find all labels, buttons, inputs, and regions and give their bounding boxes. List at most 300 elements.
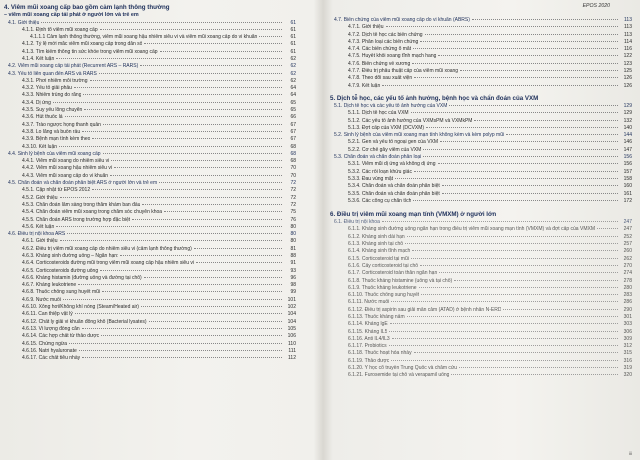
dot-leader: [60, 197, 282, 198]
dot-leader: [160, 51, 282, 52]
toc-entry: [0, 268, 296, 275]
toc-entry-title: 4.6.17. Các chất tiêu nhày: [22, 355, 81, 362]
toc-entry-title: 4.5.2. Giới thiệu: [22, 194, 58, 201]
toc-entry: [0, 260, 296, 267]
dot-leader: [159, 182, 282, 183]
dot-leader: [60, 240, 282, 241]
toc-entry: [326, 132, 632, 139]
toc-entry: [0, 311, 296, 318]
toc-entry: [0, 165, 296, 172]
toc-entry: [0, 355, 296, 362]
toc-entry-page: 98: [290, 282, 296, 289]
toc-entry-title: 4.1.1.1 Cảm lạnh thông thường, viêm mũi xoang hậu nhiễm siêu vi và viêm mũi xoang cấp do vi khuẩn: [30, 34, 258, 41]
toc-entry: [0, 217, 296, 224]
toc-entry: [326, 234, 632, 241]
toc-entry-title: 4.4.2. Viêm mũi xoang hậu nhiễm siêu vi: [22, 165, 112, 172]
toc-entry-title: 4.5.4. Chẩn đoán viêm mũi xoang trong chăm sóc chuyên khoa: [22, 209, 163, 216]
toc-entry-title: 4.4.3. Viêm mũi xoang cấp do vi khuẩn: [22, 172, 109, 179]
left-toc-list: [0, 20, 318, 363]
toc-entry-page: 156: [623, 154, 632, 161]
toc-entry-title: 6.1.8. Thuốc kháng histamine (uống và tại chỗ): [348, 277, 453, 284]
dot-leader: [102, 291, 282, 292]
dot-leader: [442, 193, 618, 194]
toc-entry-page: 123: [623, 60, 632, 67]
dot-leader: [164, 211, 282, 212]
dot-leader: [82, 357, 282, 358]
toc-entry: [0, 114, 296, 121]
toc-entry: [0, 202, 296, 209]
toc-entry-page: 65: [290, 99, 296, 106]
toc-entry-page: 105: [287, 325, 296, 332]
toc-entry-page: 104: [287, 318, 296, 325]
dot-leader: [411, 112, 618, 113]
dot-leader: [460, 70, 618, 71]
dot-leader: [103, 153, 282, 154]
toc-entry-title: 4.6. Điều trị nội khoa ARS: [8, 231, 66, 238]
toc-entry-page: 319: [623, 365, 632, 372]
dot-leader: [114, 167, 282, 168]
toc-entry: [326, 226, 632, 233]
dot-leader: [414, 352, 618, 353]
toc-entry-title: 4.3.8. Lo lắng và buồn rầu: [22, 128, 81, 135]
toc-entry-title: 4.7.6. Biến chứng về xương: [348, 60, 411, 67]
toc-entry-title: 4.6.5. Corticosteroids đường uống: [22, 267, 99, 274]
toc-entry-title: 6.1.5. Corticosteroid tại mũi: [348, 255, 409, 262]
toc-entry-title: 5.3.5. Chẩn đoán và chẩn đoán phân biệt: [348, 190, 440, 197]
toc-entry-page: 160: [623, 183, 632, 190]
toc-entry: [0, 122, 296, 129]
toc-entry-page: 99: [290, 289, 296, 296]
toc-entry-page: 106: [287, 333, 296, 340]
toc-entry-title: 6.1.7. Corticosteroid toàn thân ngắn hạn: [348, 270, 438, 277]
toc-entry: [0, 180, 296, 187]
toc-entry: [326, 83, 632, 90]
toc-entry-title: 4.6.16. Natri hyaluronate: [22, 347, 77, 354]
toc-entry-page: 306: [623, 328, 632, 335]
toc-entry-title: 5.1. Dịch tễ học và các yếu tố ảnh hưởng của VXM: [334, 102, 448, 109]
toc-entry-page: 113: [624, 31, 632, 38]
toc-entry: [326, 336, 632, 343]
toc-entry-title: 4.7.5. Huyết khối xoang tĩnh mạch hang: [348, 53, 437, 60]
toc-entry-title: 6.1.1. Kháng sinh đường uống ngắn hạn trong điều trị viêm mũi xoang mạn tính (VMXM) và đợt cấp của VMXM: [348, 226, 595, 233]
dot-leader: [391, 360, 618, 361]
dot-leader: [386, 26, 618, 27]
toc-entry-title: 5.3.6. Các công cụ chẩn tích: [348, 197, 412, 204]
toc-entry: [0, 326, 296, 333]
toc-entry-title: 4.3.3. Nhiễm trùng do răng: [22, 92, 82, 99]
toc-entry-page: 129: [623, 102, 632, 109]
dot-leader: [101, 335, 282, 336]
toc-entry: [326, 270, 632, 277]
toc-entry-page: 80: [290, 231, 296, 238]
toc-entry-page: 80: [290, 223, 296, 230]
toc-entry-title: 4.7.7. Điều trị phẫu thuật cấp của viêm mũi xoang: [348, 68, 459, 75]
toc-entry-page: 247: [623, 226, 632, 233]
toc-entry: [326, 161, 632, 168]
toc-entry-title: 6.1.6. Cấy corticosteroid tại chỗ: [348, 262, 419, 269]
dot-leader: [459, 367, 618, 368]
toc-entry: [0, 136, 296, 143]
toc-entry-title: 4.5.5. Chẩn đoán ARS trong trường hợp đặc biệt: [22, 216, 131, 223]
toc-entry: [0, 85, 296, 92]
toc-entry-page: 146: [623, 139, 632, 146]
toc-entry-page: 125: [623, 68, 632, 75]
dot-leader: [144, 277, 282, 278]
toc-entry-title: 4.3.7. Trào ngược họng thanh quản: [22, 121, 101, 128]
toc-entry-page: 262: [623, 255, 632, 262]
toc-entry: [0, 341, 296, 348]
dot-leader: [439, 272, 618, 273]
toc-entry-page: 62: [290, 63, 296, 70]
toc-entry-page: 72: [290, 194, 296, 201]
dot-leader: [53, 102, 282, 103]
dot-leader: [103, 124, 282, 125]
toc-entry: [0, 253, 296, 260]
toc-entry-title: 4.3.10. Kết luận: [22, 143, 58, 150]
dot-leader: [59, 146, 282, 147]
toc-entry-title: 4.6.13. Vi lượng đồng căn: [22, 325, 80, 332]
toc-entry-title: 6.1.2. Kháng sinh dài hạn: [348, 233, 405, 240]
dot-leader: [82, 328, 282, 329]
toc-entry-title: 4.6.15. Chứng ngừa: [22, 340, 68, 347]
toc-entry-page: 62: [290, 70, 296, 77]
toc-entry-page: 88: [290, 253, 296, 259]
toc-entry-page: 66: [290, 114, 296, 121]
toc-entry: [0, 151, 296, 158]
toc-entry-title: 6.1.11. Nước muối: [348, 299, 390, 306]
dot-leader: [63, 299, 282, 300]
toc-entry-title: 4.6.6. Kháng histamin (đường uống và đường tại chỗ): [22, 274, 142, 281]
dot-leader: [382, 85, 618, 86]
toc-entry-title: 4.6.2. Điều trị viêm mũi xoang cấp do nhiễm siêu vi (cảm lạnh thông thường): [22, 245, 192, 252]
dot-leader: [412, 63, 618, 64]
toc-entry: [326, 68, 632, 75]
toc-entry: [0, 107, 296, 114]
toc-entry-title: 4.6.10. Xông hơi/Không khí nóng (Steam/Heated air): [22, 304, 139, 311]
toc-entry-title: 5.3.4. Chẩn đoán và chẩn đoán phân biệt: [348, 183, 440, 190]
toc-entry-title: 6.1.13. Thuốc kháng nấm: [348, 313, 405, 320]
toc-entry-page: 110: [288, 340, 296, 347]
toc-entry-page: 274: [623, 270, 632, 277]
dot-leader: [426, 127, 618, 128]
toc-entry-title: 4.1.3. Tìm kiếm thông tin sức khỏe trong viêm mũi xoang cấp: [22, 48, 158, 55]
toc-entry-title: 4.6.11. Can thiệp vật lý: [22, 311, 73, 318]
toc-entry-page: 68: [290, 143, 296, 150]
toc-entry-page: 144: [623, 132, 632, 139]
toc-entry: [326, 125, 632, 132]
toc-entry-title: 6.1.9. Thuốc kháng leukotriene: [348, 284, 417, 291]
toc-entry-page: 68: [290, 158, 296, 165]
toc-entry: [326, 256, 632, 263]
toc-entry: [326, 103, 632, 110]
dot-leader: [414, 77, 618, 78]
toc-entry-title: 4.6.9. Nước muối: [22, 296, 61, 303]
dot-leader: [421, 294, 618, 295]
toc-entry: [326, 248, 632, 255]
toc-entry-page: 116: [624, 46, 632, 53]
toc-entry-title: 6.1.16. Anti IL4/IL3: [348, 335, 390, 342]
toc-entry-title: 4.3. Yếu tố liên quan đến ARS và RARS: [8, 70, 97, 77]
toc-entry: [326, 198, 632, 205]
toc-entry: [0, 34, 296, 41]
toc-entry-page: 93: [290, 267, 296, 274]
dot-leader: [438, 55, 618, 56]
dot-leader: [413, 200, 618, 201]
section-5-title: 5. Dịch tễ học, các yếu tố ảnh hưởng, bệnh học và chẩn đoán của VXM: [330, 94, 539, 102]
toc-entry-title: 6.1.17. Probiotics: [348, 343, 387, 350]
dot-leader: [78, 284, 282, 285]
dot-leader: [69, 343, 282, 344]
toc-entry-page: 113: [624, 24, 632, 31]
toc-entry: [326, 24, 632, 31]
toc-entry-page: 122: [623, 53, 632, 60]
dot-leader: [90, 80, 283, 81]
right-toc-top: [326, 17, 640, 90]
dot-leader: [56, 58, 282, 59]
toc-entry: [0, 246, 296, 253]
dot-leader: [503, 309, 618, 310]
toc-entry-page: 260: [623, 248, 632, 255]
toc-entry: [326, 314, 632, 321]
toc-entry: [0, 129, 296, 136]
dot-leader: [65, 116, 282, 117]
section-6-title: 6. Điều trị viêm mũi xoang mạn tính (VMXM) ở người lớn: [330, 211, 497, 219]
toc-entry: [0, 41, 296, 48]
toc-entry-title: 6.1.19. Thảo dược: [348, 357, 390, 364]
dot-leader: [140, 65, 282, 66]
toc-entry: [326, 365, 632, 372]
toc-entry-title: 4.5. Chẩn đoán và chẩn đoán phân biệt ARS ở người lớn và trẻ em: [8, 180, 158, 187]
toc-entry-title: 4.7.8. Theo dõi sau xuất viện: [348, 75, 413, 82]
toc-entry-page: 140: [623, 124, 632, 131]
dot-leader: [423, 149, 618, 150]
toc-entry: [0, 195, 296, 202]
toc-entry-page: 70: [290, 172, 296, 179]
toc-entry-title: 4.3.1. Phơi nhiễm môi trường: [22, 77, 88, 84]
toc-entry-page: 91: [290, 260, 296, 267]
toc-entry-page: 61: [290, 26, 296, 33]
dot-leader: [412, 250, 618, 251]
dot-leader: [407, 316, 618, 317]
toc-entry-page: 301: [623, 313, 632, 320]
toc-entry-page: 161: [623, 190, 632, 197]
toc-entry-page: 101: [287, 296, 296, 303]
dot-leader: [474, 120, 618, 121]
toc-entry-title: 4.1.2. Tỷ lệ mới mắc viêm mũi xoang cấp trong dân số: [22, 41, 143, 48]
running-header: EPOS 2020: [582, 3, 610, 9]
toc-entry-title: 4.6.3. Kháng sinh đường uống – Ngắn hạn:: [22, 253, 119, 259]
toc-entry: [0, 49, 296, 56]
toc-entry: [0, 78, 296, 85]
toc-entry-page: 126: [623, 75, 632, 82]
toc-entry: [326, 241, 632, 248]
toc-entry: [0, 173, 296, 180]
toc-entry-title: 4.3.4. Dị ứng: [22, 99, 51, 106]
dot-leader: [420, 41, 618, 42]
toc-entry-page: 76: [290, 216, 296, 223]
toc-entry: [326, 139, 632, 146]
dot-leader: [84, 109, 282, 110]
toc-entry: [326, 219, 632, 226]
toc-entry: [0, 289, 296, 296]
toc-entry-title: 6.1.14. Kháng lgE: [348, 321, 388, 328]
dot-leader: [391, 301, 618, 302]
toc-entry-title: 5.3.2. Các rối loạn khứu giác: [348, 168, 412, 175]
toc-entry-title: 4.5.3. Chẩn đoán lâm sàng trong thăm khám ban đầu: [22, 201, 141, 208]
dot-leader: [449, 105, 618, 106]
toc-entry-title: 4.7.3. Phân loại các biến chứng: [348, 38, 419, 45]
toc-entry: [326, 61, 632, 68]
toc-entry: [326, 321, 632, 328]
toc-entry: [326, 176, 632, 183]
toc-entry-title: 4.2. Viêm mũi xoang cấp tái phát (Recurrent ARS – RARS): [8, 63, 139, 70]
toc-entry-page: 280: [623, 284, 632, 291]
toc-entry-title: 4.7. Biến chứng của viêm mũi xoang cấp do vi khuẩn (ABRS): [334, 17, 470, 23]
toc-entry: [326, 17, 632, 24]
toc-entry-page: 61: [290, 19, 296, 26]
toc-entry-title: 4.6.4. Corticosteroids đường mũi trong viêm mũi xoang cấp hậu nhiễm siêu vi: [22, 260, 194, 267]
toc-entry: [0, 282, 296, 289]
dot-leader: [438, 163, 619, 164]
dot-leader: [414, 171, 618, 172]
toc-entry-page: 309: [623, 335, 632, 342]
toc-entry-title: 4.7.4. Các biến chứng ổ mắt: [348, 46, 412, 53]
toc-entry-page: 132: [623, 117, 632, 124]
toc-entry-page: 111: [288, 347, 296, 354]
toc-entry: [0, 209, 296, 216]
toc-entry-page: 75: [290, 209, 296, 216]
toc-entry-title: 4.3.5. Suy yếu lông chuyển: [22, 107, 83, 114]
toc-entry-page: 156: [623, 161, 632, 168]
toc-entry-title: 4.7.2. Dịch tễ học các biến chứng: [348, 31, 423, 38]
toc-entry-page: 303: [623, 321, 632, 328]
toc-entry-title: 6.1.15. Kháng IL5: [348, 328, 388, 335]
toc-entry: [0, 348, 296, 355]
toc-entry-page: 72: [290, 187, 296, 194]
dot-leader: [149, 321, 282, 322]
dot-leader: [56, 226, 282, 227]
toc-entry-page: 257: [623, 241, 632, 248]
toc-entry-title: 4.5.6. Kết luận: [22, 223, 55, 230]
dot-leader: [472, 19, 618, 20]
toc-entry-page: 61: [290, 34, 296, 41]
dot-leader: [79, 350, 282, 351]
toc-entry: [0, 304, 296, 311]
dot-leader: [82, 131, 282, 132]
dot-leader: [110, 175, 282, 176]
toc-entry-page: 286: [623, 299, 632, 306]
toc-entry-title: 4.6.12. Chất ly giải vi khuẩn đông khô (Bacterial lysates): [22, 318, 147, 325]
right-toc-bottom: [326, 219, 640, 380]
toc-entry: [326, 75, 632, 82]
toc-entry: [326, 39, 632, 46]
toc-entry-page: 270: [623, 262, 632, 269]
toc-entry-title: 4.3.6. Hút thuốc lá: [22, 114, 63, 121]
toc-entry-page: 96: [290, 274, 296, 281]
toc-entry-page: 67: [290, 128, 296, 135]
toc-entry: [0, 27, 296, 34]
dot-leader: [92, 138, 282, 139]
toc-entry: [0, 187, 296, 194]
toc-entry-page: 278: [623, 277, 632, 284]
toc-entry-title: 5.2. Sinh lý bệnh của viêm mũi xoang mạn tính không kèm và kèm polyp mũi: [334, 132, 505, 139]
toc-entry-page: 62: [290, 77, 296, 84]
toc-entry: [326, 372, 632, 379]
toc-entry-page: 104: [287, 311, 296, 318]
toc-entry: [0, 144, 296, 151]
toc-entry-title: 6.1.10. Thuốc chống sung huyết: [348, 292, 420, 299]
toc-entry-title: 4.1. Giới thiệu: [8, 19, 40, 26]
dot-leader: [405, 243, 618, 244]
toc-entry-page: 64: [290, 85, 296, 92]
toc-entry-page: 172: [623, 197, 632, 204]
toc-entry-title: 5.1.2. Các yếu tố ảnh hưởng của VXMsPM và VXMkPM: [348, 117, 473, 124]
toc-entry-page: 290: [623, 306, 632, 313]
toc-entry: [326, 299, 632, 306]
toc-entry-title: 4.3.9. Bệnh mạn tính kèm theo: [22, 136, 91, 143]
dot-leader: [413, 48, 618, 49]
toc-entry-title: 4.1.4. Kết luận: [22, 55, 55, 62]
toc-entry-title: 5.1.1. Dịch tễ học của VXM: [348, 110, 409, 117]
dot-leader: [389, 331, 618, 332]
toc-entry: [0, 297, 296, 304]
toc-entry-page: 312: [623, 343, 632, 350]
dot-leader: [92, 189, 282, 190]
toc-entry: [0, 20, 296, 27]
dot-leader: [259, 36, 282, 37]
toc-entry-title: 5.2.2. Cơ chế gây viêm của VXM: [348, 146, 422, 153]
dot-leader: [390, 323, 618, 324]
toc-entry-page: 129: [623, 110, 632, 117]
dot-leader: [425, 34, 618, 35]
section-4-title: 4. Viêm mũi xoang cấp bao gồm cảm lạnh thông thường: [4, 4, 170, 11]
toc-entry: [326, 183, 632, 190]
dot-leader: [100, 29, 282, 30]
page-number: iii: [628, 451, 632, 456]
dot-leader: [75, 313, 282, 314]
dot-leader: [451, 374, 618, 375]
toc-entry: [0, 319, 296, 326]
toc-entry-title: 4.6.8. Thuốc chống sung huyết mũi: [22, 289, 101, 296]
section-4-subtitle: – viêm mũi xoang cấp tái phát ở người lớn và trẻ em: [4, 12, 139, 18]
toc-entry: [326, 307, 632, 314]
right-page: [326, 0, 640, 460]
toc-entry-title: 4.6.1. Giới thiệu: [22, 238, 58, 245]
toc-entry: [326, 32, 632, 39]
toc-entry-page: 147: [623, 146, 632, 153]
toc-entry-title: 6.1.4. Kháng sinh tĩnh mạch: [348, 248, 411, 255]
toc-entry-page: 247: [623, 219, 632, 226]
dot-leader: [41, 22, 282, 23]
toc-entry-page: 315: [623, 350, 632, 357]
toc-entry-page: 61: [290, 41, 296, 48]
toc-entry: [326, 118, 632, 125]
dot-leader: [194, 248, 282, 249]
toc-entry-title: 4.6.14. Các hợp chất từ thảo dược: [22, 333, 100, 340]
toc-entry-page: 114: [624, 38, 632, 45]
toc-entry-page: 81: [290, 245, 296, 252]
dot-leader: [83, 94, 282, 95]
dot-leader: [74, 87, 282, 88]
toc-entry-page: 70: [290, 165, 296, 172]
toc-entry-title: 4.5.1. Cập nhật từ EPOS 2012: [22, 187, 91, 194]
dot-leader: [442, 185, 618, 186]
toc-entry: [326, 169, 632, 176]
toc-entry-title: 4.7.9. Kết luận: [348, 82, 381, 89]
left-page: [0, 0, 318, 460]
dot-leader: [144, 43, 282, 44]
toc-entry: [0, 56, 296, 63]
